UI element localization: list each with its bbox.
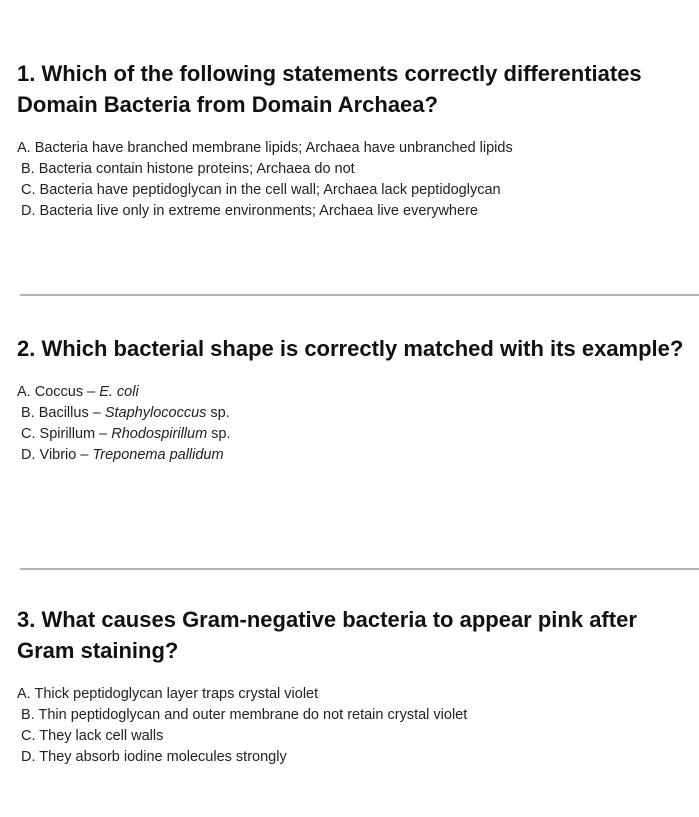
question-title: 2. Which bacterial shape is correctly matched with its example?	[17, 336, 684, 361]
option-a[interactable]: A. Coccus – E. coli	[17, 384, 139, 400]
question-3	[17, 604, 689, 768]
option-b[interactable]: B. Bacteria contain histone proteins; Archaea do not	[21, 161, 355, 177]
question-2	[17, 333, 689, 466]
option-d[interactable]: D. Bacteria live only in extreme environments; Archaea live everywhere	[21, 203, 478, 219]
option-list	[17, 684, 689, 768]
divider	[20, 294, 699, 296]
question-title: 3. What causes Gram-negative bacteria to appear pink after Gram staining?	[17, 607, 637, 663]
option-c[interactable]: C. Bacteria have peptidoglycan in the cell wall; Archaea lack peptidoglycan	[21, 182, 501, 198]
question-title: 1. Which of the following statements correctly differentiates Domain Bacteria from Domain Archaea?	[17, 61, 642, 117]
option-d[interactable]: D. They absorb iodine molecules strongly	[21, 749, 287, 765]
option-b[interactable]: B. Bacillus – Staphylococcus sp.	[21, 405, 230, 421]
option-c[interactable]: C. Spirillum – Rhodospirillum sp.	[21, 426, 231, 442]
option-list	[17, 382, 689, 466]
divider	[20, 568, 699, 570]
option-a[interactable]: A. Thick peptidoglycan layer traps crystal violet	[17, 686, 319, 702]
option-b[interactable]: B. Thin peptidoglycan and outer membrane do not retain crystal violet	[21, 707, 468, 723]
question-1	[17, 58, 689, 222]
option-a[interactable]: A. Bacteria have branched membrane lipids; Archaea have unbranched lipids	[17, 140, 513, 156]
option-d[interactable]: D. Vibrio – Treponema pallidum	[21, 447, 224, 463]
option-c[interactable]: C. They lack cell walls	[21, 728, 164, 744]
option-list	[17, 138, 689, 222]
